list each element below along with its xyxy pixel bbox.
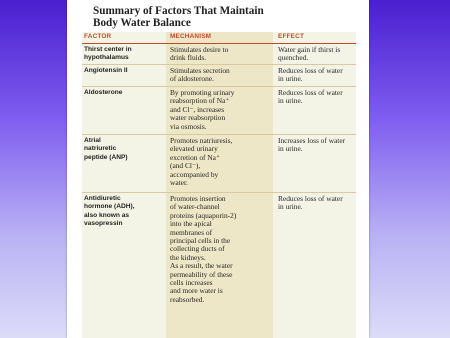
mechanism-cell [170,46,270,63]
factor-line: natriuretic [84,145,117,153]
table-title [93,6,343,30]
mechanism-line: Stimulates desire to [170,45,229,54]
factor-line: Atrial [84,137,101,144]
table-header [82,32,356,44]
mechanism-line: (and Cl⁻), [170,161,201,171]
row-divider [82,64,356,65]
header-effect: EFFECT [278,33,305,40]
effect-line: in urine. [278,144,303,154]
effect-line: Increases loss of water [278,136,346,145]
effect-line: Reduces loss of water [278,194,343,203]
header-factor: FACTOR [84,33,112,40]
mechanism-line: excretion of Na⁺ [170,152,220,162]
effect-line: in urine. [278,96,303,106]
mechanism-line: reabsorbed. [170,294,205,304]
mechanism-line: Stimulates secretion [170,66,230,75]
effect-cell [278,137,354,154]
mechanism-cell [170,137,270,187]
mechanism-line: into the apical [170,219,212,229]
mechanism-line: via osmosis. [170,121,207,131]
effect-cell [278,46,354,63]
row-divider [82,192,356,193]
mechanism-line: drink fluids. [170,53,207,63]
title-line-2: Body Water Balance [93,16,191,29]
effect-line: Reduces loss of water [278,66,343,75]
mechanism-line: and more water is [170,286,223,296]
mechanism-line: water reabsorption [170,113,226,123]
effect-line: Water gain if thirst is [278,45,341,54]
mechanism-line: By promoting urinary [170,88,235,97]
mechanism-line: membranes of [170,227,213,237]
factor-line: Antidiuretic [84,195,121,202]
mechanism-line: Promotes insertion [170,194,226,203]
effect-cell [278,195,354,212]
factor-line: hormone (ADH), [84,203,135,211]
row-divider [82,134,356,135]
factor-line: Aldosterone [84,89,123,96]
factor-line: Angiotensin II [84,67,128,74]
effect-line: Reduces loss of water [278,88,343,97]
factors-table [82,32,356,338]
mechanism-line: of water-channel [170,202,220,212]
factor-cell [84,89,160,97]
factor-line: peptide (ANP) [84,153,128,161]
mechanism-line: collecting ducts of [170,244,225,254]
mechanism-line: permeability of these [170,269,233,279]
mechanism-line: proteins (aquaporin-2) [170,210,237,220]
mechanism-cell [170,195,270,304]
mechanism-line: As a result, the water [170,261,233,271]
mechanism-line: elevated urinary [170,144,218,154]
effect-line: quenched. [278,53,309,63]
mechanism-line: water. [170,178,188,188]
effect-line: in urine. [278,202,303,212]
mechanism-line: cells increases [170,278,213,288]
factor-cell [84,67,160,75]
factor-line: vasopressin [84,220,123,228]
factor-cell [84,195,160,229]
mechanism-line: Promotes natriuresis, [170,136,233,145]
effect-cell [278,67,354,84]
factor-line: hypothalamus [84,54,129,62]
header-mechanism: MECHANISM [170,33,212,40]
factor-cell [84,46,160,63]
effect-line: in urine. [278,74,303,84]
mechanism-line: accompanied by [170,169,219,179]
factor-line: also known as [84,211,130,219]
mechanism-cell [170,67,270,84]
mechanism-line: the kidneys. [170,252,206,262]
factor-cell [84,137,160,162]
mechanism-line: of aldosterone. [170,74,214,84]
row-divider [82,86,356,87]
mechanism-line: and Cl⁻, increases [170,104,225,114]
mechanism-cell [170,89,270,131]
textbook-page [67,0,369,338]
factor-line: Thirst center in [84,46,132,53]
effect-cell [278,89,354,106]
title-line-1: Summary of Factors That Maintain [93,5,264,17]
mechanism-line: reabsorption of Na⁺ [170,96,230,106]
mechanism-line: principal cells in the [170,236,231,246]
